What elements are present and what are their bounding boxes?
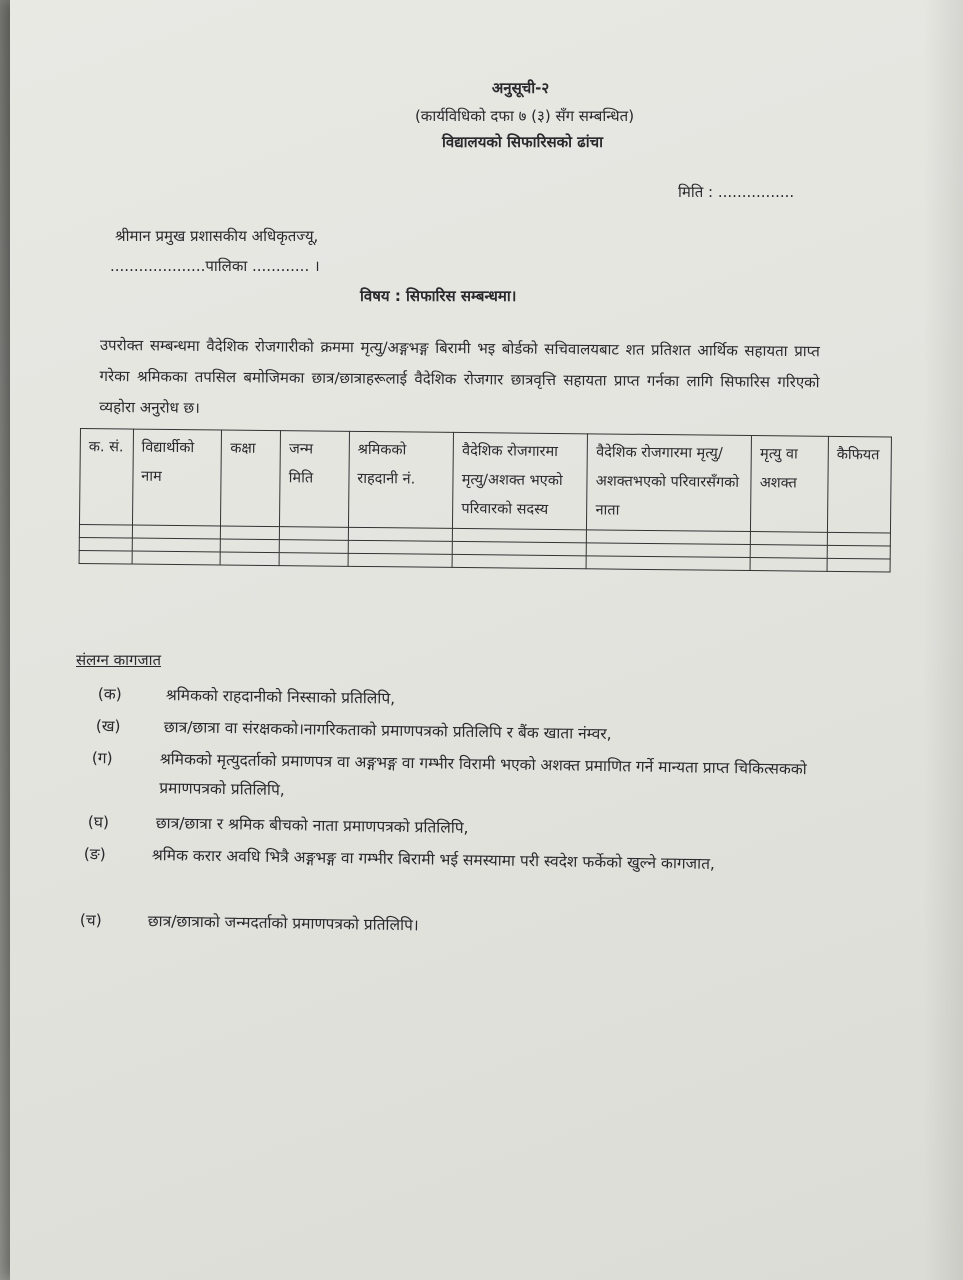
attachment-text: छात्र/छात्रा र श्रमिक बीचको नाता प्रमाणपत्रको प्रतिलिपि,: [155, 814, 469, 837]
reference-line: (कार्यविधिको दफा ७ (३) सँग सम्बन्धित): [414, 107, 635, 125]
salutation-line-2: ....................पालिका ............ ।: [110, 257, 320, 275]
attachment-text: श्रमिकको राहदानीको निस्साको प्रतिलिपि,: [165, 686, 396, 708]
salutation-line-1: श्रीमान प्रमुख प्रशासकीय अधिकृतज्यू,: [115, 227, 319, 245]
attachment-label: (घ): [87, 812, 110, 832]
page-shadow: [923, 0, 963, 1280]
attachment-label: (ग): [91, 748, 113, 768]
col-passport-no: श्रमिकको राहदानी नं.: [348, 431, 453, 528]
col-student-name: विद्यार्थीको नाम: [132, 429, 222, 526]
attachment-label: (ङ): [83, 844, 106, 864]
col-relation: वैदेशिक रोजगारमा मृत्यु/अशक्तभएको परिवारसँगको नाता: [587, 434, 752, 532]
date-line: मिति : ................: [678, 183, 795, 201]
paper-sheet: [10, 0, 963, 1280]
attachment-text: श्रमिकको मृत्युदर्ताको प्रमाणपत्र वा अङ्गभङ्ग वा गम्भीर विरामी भएको अशक्त प्रमाणित गर्ने मान्यता प्राप्त चिकित्सकको प्रमाणपत्रको प्रतिलिपि,: [159, 750, 807, 800]
attachment-text: श्रमिक करार अवधि भित्रै अङ्गभङ्ग वा गम्भीर बिरामी भई समस्यामा परी स्वदेश फर्केको खुल्ने कागजात,: [151, 846, 716, 873]
attachment-text: छात्र/छात्रा वा संरक्षकको।नागरिकताको प्रमाणपत्रको प्रतिलिपि र बैंक खाता नंम्वर,: [163, 718, 612, 744]
col-birth-date: जन्म मिति: [280, 431, 350, 528]
attachments-title: संलग्न कागजात: [76, 651, 162, 669]
attachment-item: [91, 744, 872, 814]
schedule-heading: अनुसूची-२: [491, 79, 550, 97]
attachment-text: छात्र/छात्राको जन्मदर्ताको प्रमाणपत्रको प्रतिलिपि।: [147, 912, 419, 935]
student-table: [79, 428, 892, 572]
attachment-label: (ख): [95, 716, 121, 736]
col-family-member: वैदेशिक रोजगारमा मृत्यु/अशक्त भएको परिवारको सदस्य: [453, 432, 588, 529]
body-paragraph: उपरोक्त सम्बन्धमा वैदेशिक रोजगारीको क्रममा मृत्यु/अङ्गभङ्ग बिरामी भइ बोर्डको सचिवालयबाट शत प्रतिशत आर्थिक सहायता प्राप्त गरेका श्रमिकका तपसिल बमोजिमका छात्र/छात्राहरूलाई वैदेशिक रोजगार छात्रवृत्ति सहायता प्राप्त गर्नका लागि सिफारिस गरिएको व्यहोरा अनुरोध छ।: [99, 335, 820, 417]
table-header-row: [79, 429, 891, 533]
attachment-label: (च): [79, 910, 102, 930]
col-death-or-disabled: मृत्यु वा अशक्त: [751, 436, 829, 533]
col-class: कक्षा: [221, 430, 281, 527]
attachment-item: [80, 906, 860, 947]
form-title: विद्यालयको सिफारिसको ढांचा: [441, 133, 604, 151]
col-serial: क. सं.: [79, 429, 133, 526]
col-remarks: कैफियत: [827, 436, 891, 533]
subject-line: विषय : सिफारिस सम्बन्धमा।: [360, 287, 517, 305]
attachment-label: (क): [97, 684, 122, 704]
